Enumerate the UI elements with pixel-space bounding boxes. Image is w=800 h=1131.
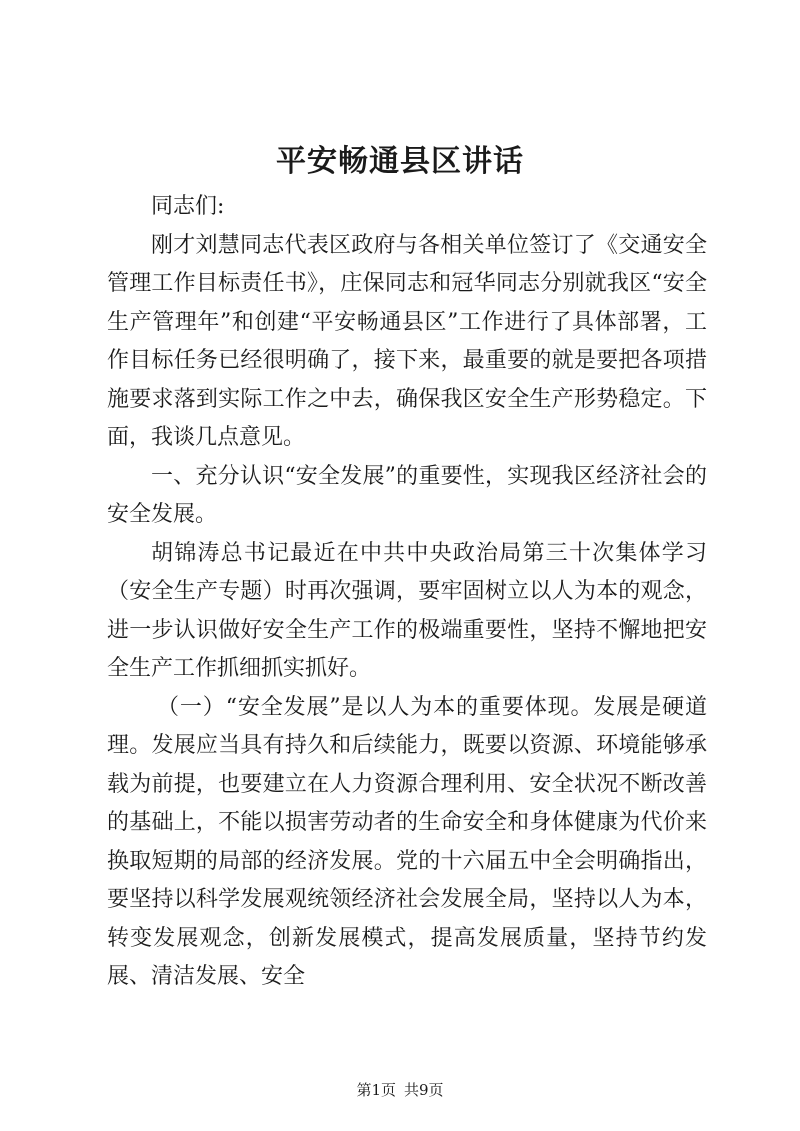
document-title: 平安畅通县区讲话: [276, 144, 524, 179]
page-total: 共9页: [404, 1081, 444, 1099]
subsection-1: （一）“安全发展”是以人为本的重要体现。发展是硬道理。发展应当具有持久和后续能力，既要以资源、环境能够承载为前提，也要建立在人力资源合理利用、安全状况不断改善的基础上，不能以损害劳动者的生命安全和身体健康为代价来换取短期的局部的经济发展。党的十六届五中全会明确指出，要坚持以科学发展观统领经济社会发展全局，坚持以人为本，转变发展观念，创新发展模式，提高发展质量，坚持节约发展、清洁发展、安全: [107, 694, 707, 989]
paragraph-intro: 刚才刘慧同志代表区政府与各相关单位签订了《交通安全管理工作目标责任书》，庄保同志和冠华同志分别就我区“安全生产管理年”和创建“平安畅通县区”工作进行了具体部署，工作目标任务已经很明确了，接下来，最重要的就是要把各项措施要求落到实际工作之中去，确保我区安全生产形势稳定。下面，我谈几点意见。: [107, 232, 707, 450]
document-body: [107, 188, 707, 997]
salutation: 同志们:: [151, 194, 225, 219]
paragraph-quote: 胡锦涛总书记最近在中共中央政治局第三十次集体学习（安全生产专题）时再次强调，要牢固树立以人为本的观念，进一步认识做好安全生产工作的极端重要性，坚持不懈地把安全生产工作抓细抓实抓好。: [107, 540, 707, 681]
page-footer: [0, 1080, 800, 1100]
section-heading-1: 一、充分认识“安全发展”的重要性，实现我区经济社会的安全发展。: [107, 463, 707, 527]
page-number: 第1页: [356, 1081, 396, 1099]
